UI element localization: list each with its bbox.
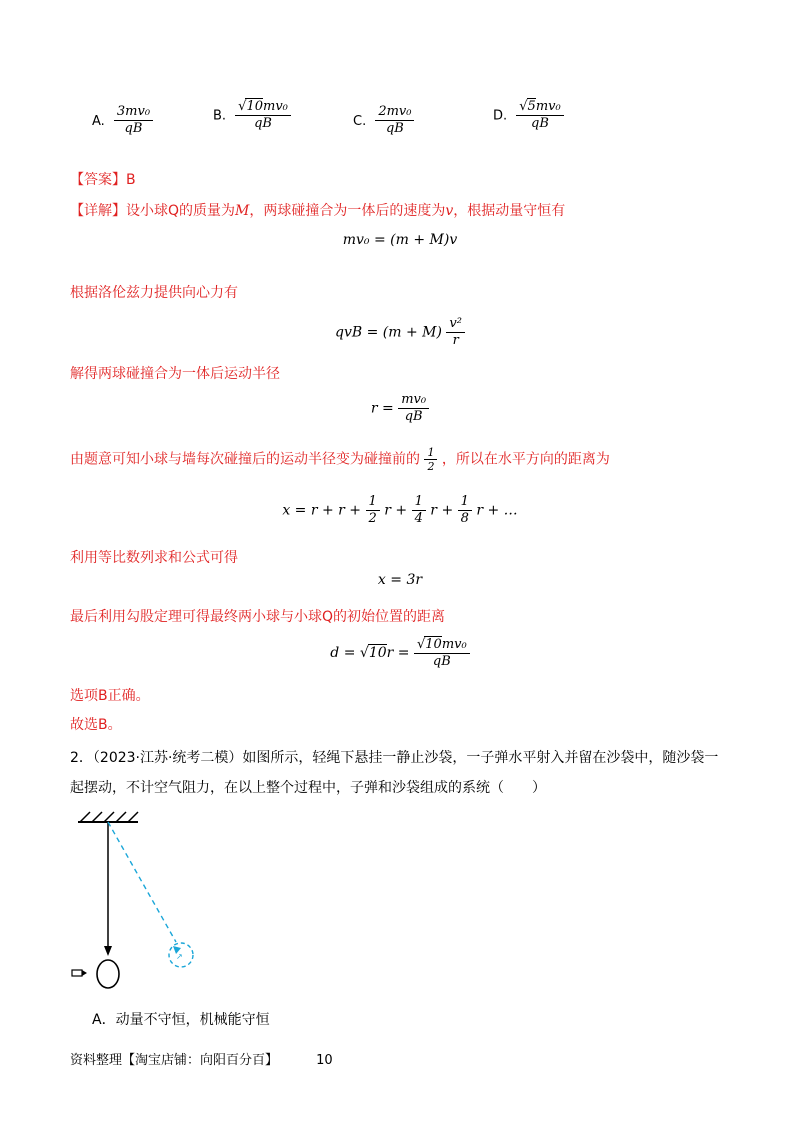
text4-b: ，所以在水平方向的距离为: [441, 451, 610, 468]
option-d: [493, 98, 564, 132]
sandbag: [97, 960, 119, 988]
option-b-sqrt: 10: [246, 99, 263, 114]
eq3-denominator: qB: [398, 408, 429, 425]
option-c-numerator: 2mv₀: [378, 104, 412, 119]
pendulum-diagram: [60, 808, 230, 998]
detail-text-7: 选项B正确。: [70, 688, 150, 704]
text4-numerator: 1: [427, 446, 435, 459]
detail-line1-c: ，根据动量守恒有: [453, 203, 566, 219]
eq3-left: r =: [370, 400, 394, 417]
detail-line1-b: ，两球碰撞合为一体后的速度为: [249, 203, 446, 219]
rope-swung: [108, 822, 176, 942]
detail-text-6: 最后利用勾股定理可得最终两小球与小球Q的初始位置的距离: [70, 609, 446, 625]
eq2-fraction: [446, 316, 465, 349]
eq6-b: r =: [386, 645, 410, 661]
option-a-numerator: 3mv₀: [116, 104, 151, 119]
option-b: [213, 98, 291, 132]
answer-line: [70, 170, 136, 190]
question-2-line-1: 2．（2023·江苏·统考二模）如图所示，轻绳下悬挂一静止沙袋，一子弹水平射入并留在沙袋中，随沙袋一: [70, 750, 719, 766]
footer: [70, 1049, 333, 1068]
eq6-numerator: √10mv₀: [416, 637, 467, 652]
equation-lorentz: [0, 316, 800, 349]
footer-text: 资料整理【淘宝店铺：向阳百分百】: [70, 1053, 279, 1068]
eq6-denominator: qB: [414, 653, 470, 670]
eq6-sqrt: 10: [368, 645, 387, 661]
eq3-numerator: mv₀: [401, 392, 427, 407]
eq4-frac-2-num: 1: [414, 494, 423, 509]
option-b-num-rest: mv₀: [263, 99, 288, 114]
detail-text-4: [70, 446, 610, 473]
detail-text-8: 故选B。: [70, 717, 122, 733]
option-a-fraction: [114, 104, 153, 137]
eq6-num-rest: mv₀: [441, 637, 467, 652]
option-b-numerator: √10mv₀: [238, 99, 288, 114]
eq6-sqrt-group: √10: [359, 645, 387, 661]
option-c-fraction: [375, 104, 414, 137]
option-d-letter: D.: [493, 108, 508, 124]
option-c: [353, 104, 414, 137]
eq4-b: r +: [384, 502, 408, 519]
equation-momentum: mv₀ = (m + M)v: [342, 232, 458, 248]
eq6-fraction: [414, 636, 470, 670]
eq2-numerator: v²: [449, 316, 462, 331]
detail-text-3: 解得两球碰撞合为一体后运动半径: [70, 366, 280, 382]
detail-line-1: [70, 201, 565, 221]
eq4-frac-3-num: 1: [460, 494, 469, 509]
bullet: [72, 970, 87, 976]
text4-fraction: [424, 446, 437, 473]
eq4-a: x = r + r +: [282, 502, 362, 519]
eq4-frac-1-den: 2: [366, 510, 380, 527]
eq4-frac-2-den: 4: [412, 510, 426, 527]
equation-radius: [0, 392, 800, 425]
detail-line1-a: 设小球Q的质量为: [126, 203, 236, 219]
eq6-num-sqrt: 10: [425, 637, 442, 652]
text4-denominator: 2: [424, 459, 437, 473]
eq3-fraction: [398, 392, 429, 425]
option-c-denominator: qB: [375, 120, 414, 137]
option-a: [92, 104, 153, 137]
eq2-left: qvB = (m + M): [335, 324, 442, 341]
option-c-letter: C.: [353, 114, 367, 129]
option-d-num-rest: mv₀: [535, 99, 561, 114]
detail-text-5: 利用等比数列求和公式可得: [70, 550, 238, 566]
answer-value: B: [126, 172, 136, 188]
option-b-denominator: qB: [235, 115, 291, 132]
equation-distance: [0, 636, 800, 670]
ceiling-hatch: [80, 812, 138, 822]
option-a-letter: A.: [92, 114, 105, 129]
option-d-sqrt: 5: [527, 99, 536, 114]
eq4-frac-1: [366, 494, 380, 527]
option-b-fraction: [235, 98, 291, 132]
eq2-denominator: r: [446, 332, 465, 349]
eq4-c: r +: [430, 502, 454, 519]
question-2-line-2: 起摆动，不计空气阻力，在以上整个过程中，子弹和沙袋组成的系统（ ）: [70, 780, 546, 796]
detail-var-m: M: [235, 203, 250, 219]
detail-text-2: 根据洛伦兹力提供向心力有: [70, 285, 238, 301]
eq4-frac-3-den: 8: [458, 510, 472, 527]
eq4-d: r + …: [476, 502, 518, 519]
eq4-frac-1-num: 1: [368, 494, 377, 509]
equation-series: [0, 494, 800, 527]
swung-mark: ↗: [176, 952, 183, 961]
option-b-letter: B.: [213, 108, 227, 124]
option-a-denominator: qB: [114, 120, 153, 137]
answer-label: 【答案】: [70, 172, 126, 188]
detail-var-v: v: [445, 203, 454, 219]
text4-a: 由题意可知小球与墙每次碰撞后的运动半径变为碰撞前的: [70, 451, 420, 468]
question-2-option-a: A．动量不守恒，机械能守恒: [92, 1012, 270, 1028]
detail-label: 【详解】: [70, 203, 126, 219]
equation-sum: x = 3r: [377, 572, 423, 588]
option-d-fraction: [516, 98, 563, 132]
page-number: 10: [316, 1053, 333, 1068]
eq6-a: d =: [330, 645, 356, 661]
option-d-denominator: qB: [516, 115, 563, 132]
option-d-numerator: √5mv₀: [519, 99, 561, 114]
eq4-frac-3: [458, 494, 472, 527]
rope-arrow: [104, 946, 112, 956]
eq4-frac-2: [412, 494, 426, 527]
